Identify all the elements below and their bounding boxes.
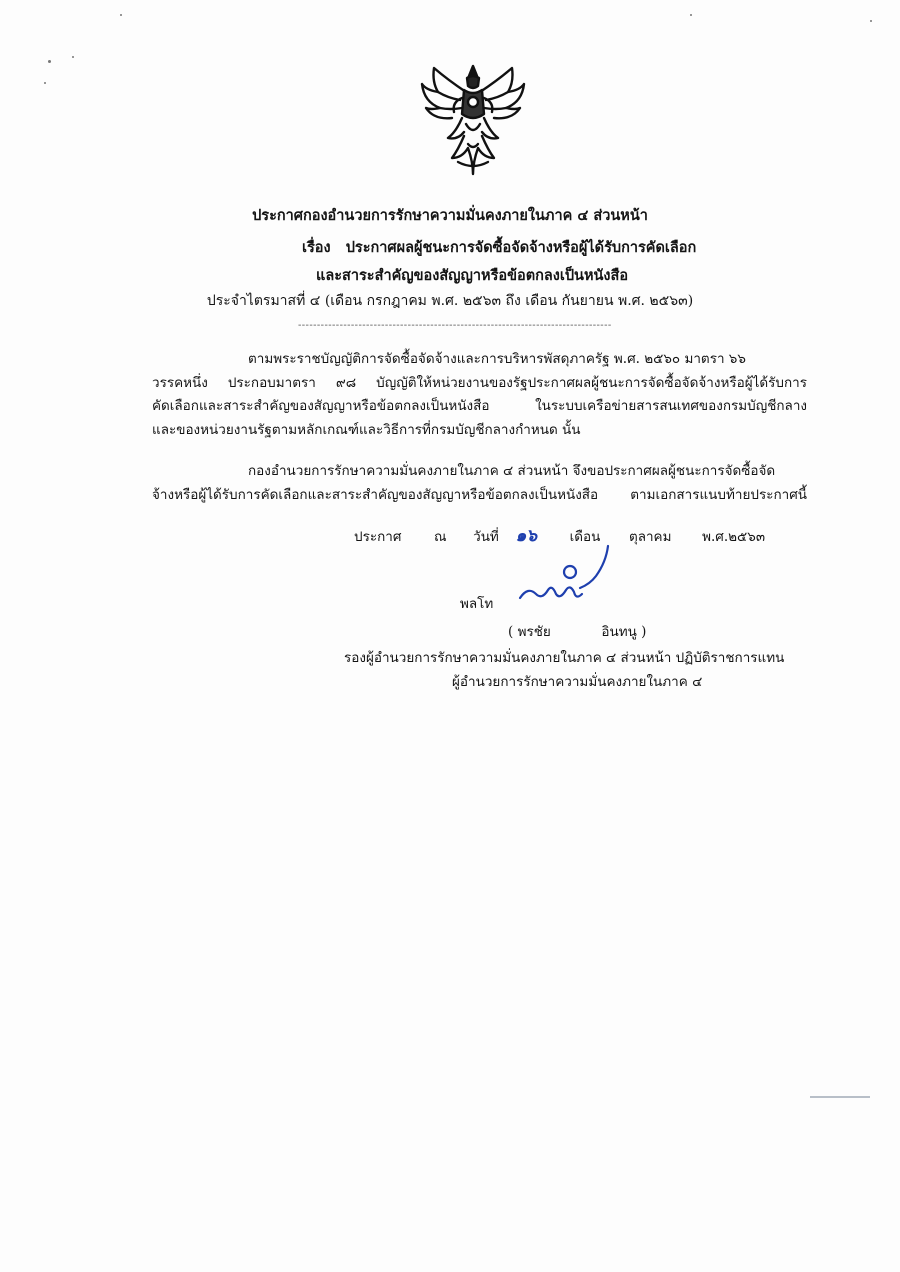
date-at: ณ <box>434 529 447 545</box>
scan-speck <box>48 60 51 63</box>
date-year: พ.ศ.๒๕๖๓ <box>702 529 766 545</box>
issuer-title-text: ประกาศกองอำนวยการรักษาความมั่นคงภายในภาค ๔ ส่วนหน้า <box>252 207 648 224</box>
signer-position-2-text: ผู้อำนวยการรักษาความมั่นคงภายในภาค ๔ <box>452 674 703 690</box>
paragraph-1-line: ตามพระราชบัญญัติการจัดซื้อจัดจ้างและการบริหารพัสดุภาครัฐ พ.ศ. ๒๕๖๐ มาตรา ๖๖ <box>248 351 746 367</box>
header-divider <box>298 320 612 331</box>
signer-position-2 <box>452 670 702 692</box>
signer-first-name: พรชัย <box>517 624 551 640</box>
paragraph-1-line: วรรคหนึ่ง ประกอบมาตรา ๙๘ บัญญัติให้หน่วยงานของรัฐประกาศผลผู้ชนะการจัดซื้อจัดจ้างหรือผู้ได้รับการ <box>152 374 807 391</box>
paragraph-2-line: กองอำนวยการรักษาความมั่นคงภายในภาค ๔ ส่วนหน้า จึงขอประกาศผลผู้ชนะการจัดซื้อจัด <box>248 463 776 479</box>
subject-line-1 <box>302 236 696 259</box>
garuda-emblem-icon <box>418 62 528 178</box>
signer-rank-text: พลโท <box>460 596 494 612</box>
period-line <box>0 290 900 312</box>
signer-rank <box>460 592 493 614</box>
date-day-label: วันที่ <box>473 529 499 545</box>
date-month-value: ตุลาคม <box>628 529 672 545</box>
date-day-value: ๑๖ <box>515 526 538 546</box>
issuer-title <box>0 204 900 227</box>
scan-speck <box>44 82 46 84</box>
paragraph-1-line: คัดเลือกและสาระสำคัญของสัญญาหรือข้อตกลงเป็นหนังสือ ในระบบเครือข่ายสารสนเทศของกรมบัญชีกลาง <box>152 398 807 414</box>
paragraph-2-line: จ้างหรือผู้ได้รับการคัดเลือกและสาระสำคัญของสัญญาหรือข้อตกลงเป็นหนังสือ ตามเอกสารแนบท้ายประกาศนี้ <box>152 486 807 503</box>
signer-position-1-text: รองผู้อำนวยการรักษาความมั่นคงภายในภาค ๔ ส่วนหน้า ปฏิบัติราชการแทน <box>344 650 785 666</box>
paragraph-2 <box>152 460 807 507</box>
signer-name-close: ) <box>641 624 647 640</box>
subject-label: เรื่อง <box>302 239 331 256</box>
scan-speck <box>72 56 74 58</box>
subject-text-1: ประกาศผลผู้ชนะการจัดซื้อจัดจ้างหรือผู้ได้รับการคัดเลือก <box>345 239 697 256</box>
scan-line <box>810 1096 870 1098</box>
subject-line-2 <box>316 264 628 287</box>
signer-last-name: อินทนู <box>601 624 637 640</box>
date-month-label: เดือน <box>569 529 601 545</box>
scan-speck <box>870 20 872 22</box>
signer-position-1 <box>344 646 784 668</box>
date-prefix: ประกาศ <box>354 529 402 545</box>
signature-handwritten <box>536 591 573 609</box>
subject-text-2: และสาระสำคัญของสัญญาหรือข้อตกลงเป็นหนังสือ <box>316 267 629 284</box>
scan-speck <box>120 14 122 16</box>
paragraph-1 <box>152 348 807 442</box>
signer-name <box>508 620 646 642</box>
scan-speck <box>690 14 692 16</box>
divider-text: ----------------------------------------------------------------------------------- <box>298 320 612 331</box>
paragraph-1-line: และของหน่วยงานรัฐตามหลักเกณฑ์และวิธีการที่กรมบัญชีกลางกำหนด นั้น <box>152 421 581 438</box>
signer-name-open: ( <box>508 624 514 640</box>
period-text: ประจำไตรมาสที่ ๔ (เดือน กรกฎาคม พ.ศ. ๒๕๖๓ ถึง เดือน กันยายน พ.ศ. ๒๕๖๓) <box>206 293 694 309</box>
